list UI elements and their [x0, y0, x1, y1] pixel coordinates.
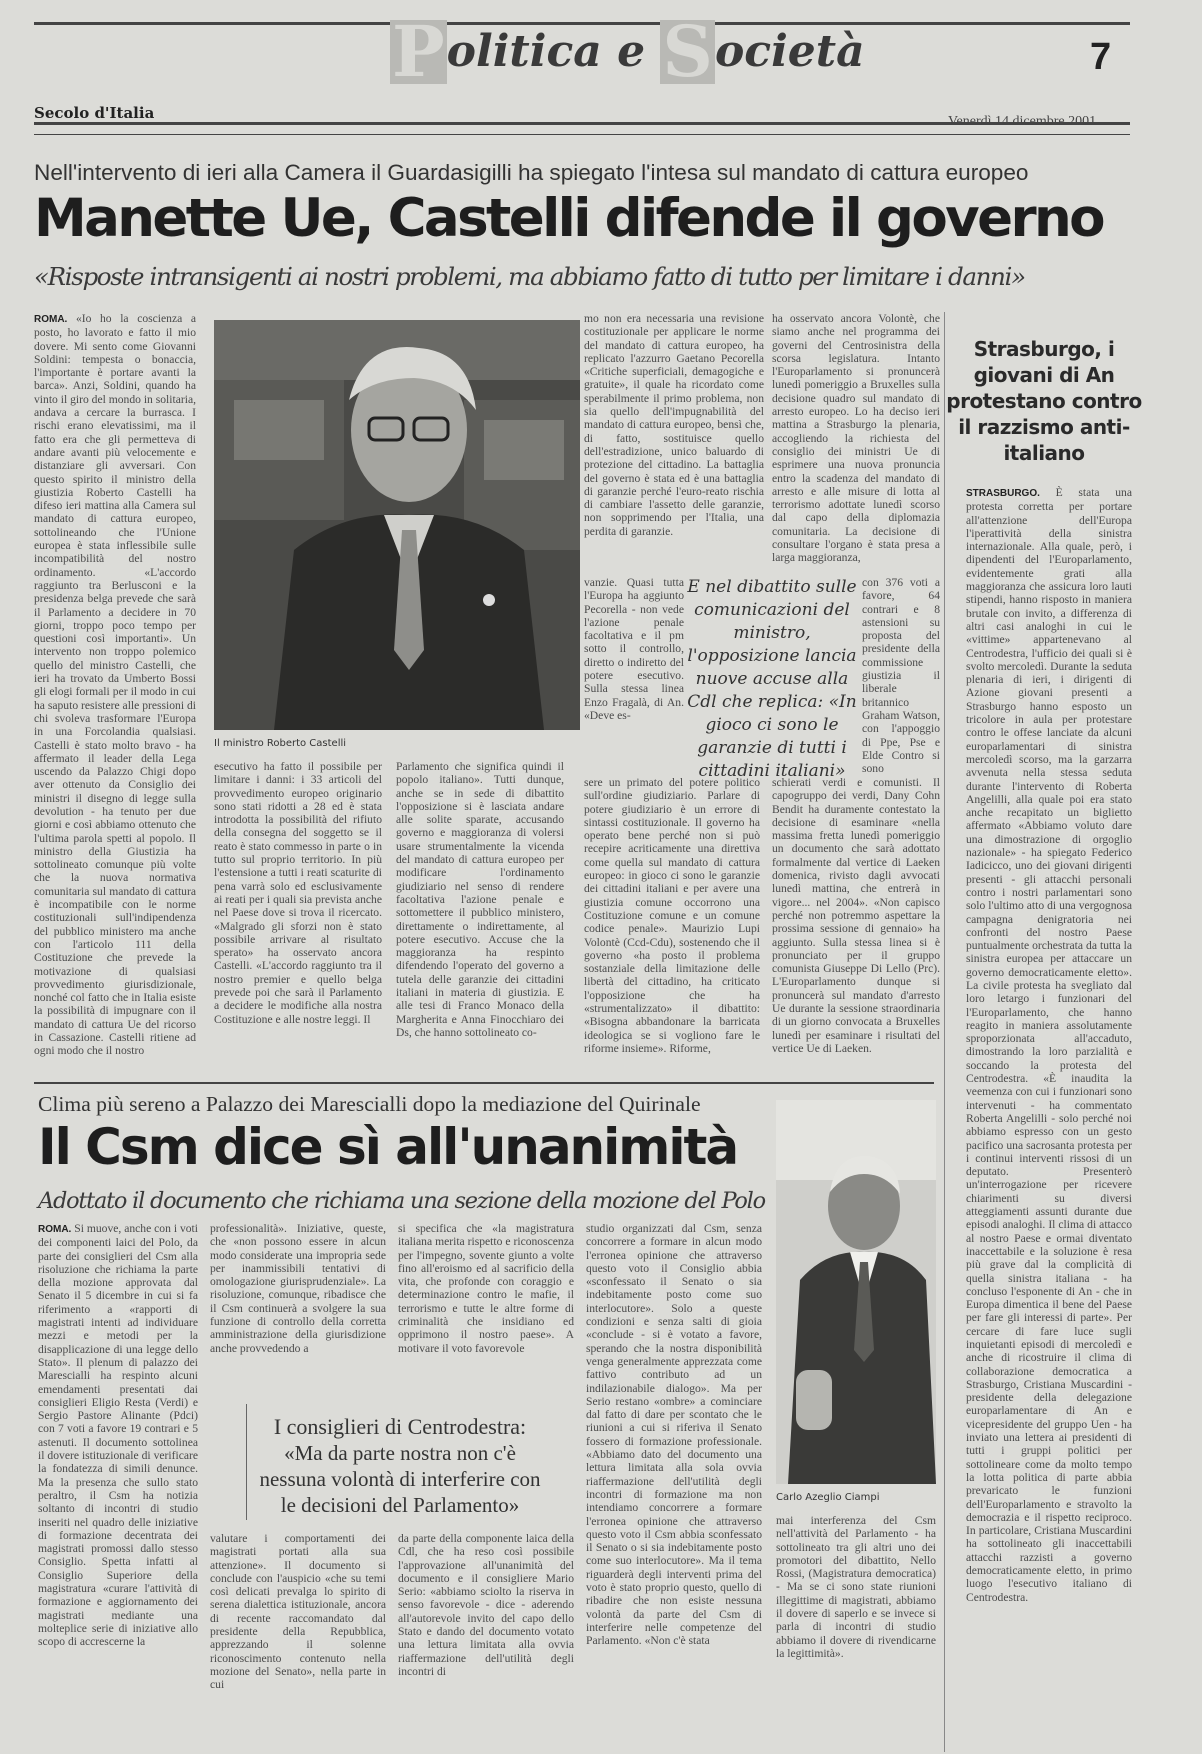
header-rule-thin — [34, 134, 1130, 135]
issue-date: Venerdì 14 dicembre 2001 — [948, 114, 1097, 129]
article2-column-2-top: professionalità». Iniziative, queste, che «non possono essere in alcun modo considerate una impropria sede per inammissibili tentativi di omologazione giurisprudenziale». La risoluzione, comunque, ribadisce che il Csm continuerà a svolgere la sua funzione di controllo della corretta amministrazione della giurisdizione anche provvedendo a — [210, 1222, 386, 1355]
portrait-castelli — [214, 320, 580, 730]
article1-photo-caption: Il ministro Roberto Castelli — [214, 738, 347, 749]
article2-column-4: studio organizzati dal Csm, senza concorrere a formare in alcun modo l'erronea opinione che attraverso questo voto il Consiglio abbia «sconfessato il Senato o sia indebitamente posto come suo interlocutore». Solo a queste condizioni e senza salti di gioia «conclude - si è votato a favore, sperando che la nostra disponibilità venga generalmente apprezzata come fattivo contributo ad un indilazionabile dialogo». Ma per Serio restano «ombre» a cominciare dal fatto di dare per scontato che le riunioni a cui si riferiva il Senato fossero di formazione professionale. «Abbiamo dato del documento una lettura limitata alla sola ovvia riaffermazione dell'utilità degli incontri di formazione ma non intendiamo concorrere a formare l'erronea opinione che attraverso questo voto il Csm abbia sconfessato il Senato o si sia indebitamente posto come suo interlocutore». Ma il tema riguarderà degli interventi prima del voto è stato proprio questo, quello di ribadire che non esiste nessuna volontà da parte del Csm di interferire nelle competenze del Parlamento. «Non c'è stata — [586, 1222, 762, 1648]
article1-column-3-mid: con 376 voti a favore, 64 contrari e 8 astensioni su proposta del presidente della commissione giustizia il liberale britannico Graham Watson, con l'appoggio di Ppe, Pse e Elde Contro si sono — [862, 576, 940, 776]
article1-column-3-bottom: Parlamento che significa quindi il popolo italiano». Tutti dunque, anche se in sede di dibattito l'opposizione si è lasciata andare alle solite sparate, accusando governo e maggioranza di volersi usare strumentalmente la vicenda del mandato di cattura europeo per modificare l'ordinamento giudiziario nel senso di rendere facoltativa l'azione penale e sottomettere il pubblico ministero, direttamente o indirettamente, al potere esecutivo. Accuse che la maggioranza ha respinto difendendo l'operato del governo a tutela delle garanzie dei cittadini italiani in materia di giustizia. E alle tesi di Franco Monaco della Margherita e Anna Finocchiaro dei Ds, che hanno sottolineato co- — [396, 760, 564, 1039]
article1-photo — [214, 320, 580, 730]
article1-column-3-top: ha osservato ancora Volontè, che siamo anche nel programma dei governi del Centrosinistra della scorsa legislatura. Intanto l'Europarlamento si pronuncerà lunedì pomeriggio a Bruxelles sulla decisione quadro sul mandato di arresto europeo. Lo ha deciso ieri mattina a Strasburgo la plenaria, accogliendo la richiesta del consiglio dei ministri Ue di esprimere una nuova pronuncia entro la scadenza del mandato di arresto e alle misure di lotta al terrorismo adottate lunedì scorso dal capo della diplomazia comunitaria. La decisione di consultare l'organo è stata presa a larga maggioranza, — [772, 312, 940, 565]
article1-kicker: Nell'intervento di ieri alla Camera il Guardasigilli ha spiegato l'intesa sul mandato di cattura europeo — [34, 160, 1029, 185]
article2-column-3-top: si specifica che «la magistratura italiana merita rispetto e riconoscenza per l'impegno, sovente giunto a volte fino all'eroismo ed al sacrificio della vita, che profonde con coraggio e determinazione contro le mafie, il terrorismo e tutte le altre forme di criminalità che insidiano ed opprimono il nostro paese». A motivare il voto favorevole — [398, 1222, 574, 1355]
masthead: Secolo d'Italia — [34, 104, 155, 122]
article2-photo-caption: Carlo Azeglio Ciampi — [776, 1492, 880, 1503]
section-title: Politica e Società — [392, 10, 865, 93]
article1-column-2-mid: vanzie. Quasi tutta l'Europa ha aggiunto Pecorella - non vede l'azione penale facoltativa e il pm sotto il controllo, diretto o indiretto del potere esecutivo. Sulla stessa linea Enzo Fragalà, di An. «Deve es- — [584, 576, 684, 722]
page-number: 7 — [1090, 36, 1112, 78]
article1-column-5-bottom: schierati verdi e comunisti. Il capogruppo dei verdi, Dany Cohn Bendit ha duramente contestato la decisione di esaminare «nella massima fretta lunedì pomeriggio un documento che sarà adottato formalmente dal vertice di Laeken domenica, rivisto dagli avvocati lunedì mattina, che entrerà in vigore... nel 2004». «Non capisco perché non potremmo aspettare la prossima sessione di gennaio» ha aggiunto. Sulla stessa linea si è pronunciato per il gruppo comunista Giuseppe Di Lello (Prc). L'Europarlamento dunque si pronuncerà sul mandato d'arresto Ue durante la sessione straordinaria di un giorno convocata a Bruxelles lunedì per esaminare i risultati del vertice Ue di Laeken. — [772, 776, 940, 1055]
article2-subheading: I consiglieri di Centrodestra: «Ma da parte nostra non c'è nessuna volontà di interferire con le decisioni del Parlamento» — [250, 1400, 550, 1536]
article2-headline: Il Csm dice sì all'unanimità — [38, 1118, 738, 1176]
article1-column-4-bottom: sere un primato del potere politico sull'ordine giudiziario. Parlare di potere giudiziario è un errore di sintassi costituzionale. Il governo ha operato bene perché non si può recepire acriticamente una direttiva come quella sul mandato di cattura europeo: in gioco ci sono le garanzie dei cittadini italiani e per avere una giustizia comune occorrono una Costituzione comune e un comune codice penale». Maurizio Lupi Volontè (Ccd-Cdu), sostenendo che il governo «ha posto il problema sostanziale della limitazione delle libertà del cittadino, ha criticato l'opposizione che ha «strumentalizzato» il dibattito: «Bisogna abbandonare la barricata ideologica se si vogliono fare le riforme insieme». Riforme, — [584, 776, 760, 1055]
article2-deck: Adottato il documento che richiama una sezione della mozione del Polo — [38, 1188, 765, 1214]
article1-pull-quote: E nel dibattito sulle comunicazioni del ministro, l'opposizione lancia nuove accuse alla Cdl che replica: «In gioco ci sono le garanzie di tutti i cittadini italiani» — [687, 577, 857, 781]
portrait-ciampi — [776, 1100, 936, 1484]
article2-column-2-bottom: valutare i comportamenti dei magistrati portati alla sua attenzione». Il documento si conclude con l'auspicio «che su temi così delicati prevalga lo spirito di serena dialettica istituzionale, ancora di recente raccomandato dal presidente della Repubblica, apprezzando il solenne riconoscimento contenuto nella mozione del Senato», nella parte in cui — [210, 1532, 386, 1692]
article2-kicker: Clima più sereno a Palazzo dei Marescialli dopo la mediazione del Quirinale — [38, 1092, 701, 1116]
article1-column-2-top: mo non era necessaria una revisione costituzionale per applicare le norme del mandato di cattura europeo, ha replicato l'azzurro Gaetano Pecorella «Critiche superficiali, demagogiche e gratuite», il quale ha ricordato come sperabilmente il primo problema, non sia quello dell'impugnabilità del mandato di cattura europeo, bensì che, di fatto, sostituisce quello dell'estradizione, unico baluardo di protezione del cittadino. La battaglia del governo è stata ed è una battaglia di garanzie perché l'euro-reato rischia di cambiare l'assetto delle garanzie, non sopprimendo per l'Italia, una perdita di garanzie. — [584, 312, 764, 538]
subheading-left-rule — [246, 1404, 247, 1520]
article2-column-5-bottom: mai interferenza del Csm nell'attività del Parlamento - ha sottolineato tra gli altri uno dei promotori del dibattito, Nello Rossi, (Magistratura democratica) - Ma se ci sono state riunioni illegittime di magistrati, abbiamo il dovere di saperlo e se invece si parla di incontri di studio abbiamo il dovere di rivendicarne la legittimità». — [776, 1514, 936, 1660]
sidebar-column: STRASBURGO. È stata una protesta corretta per portare all'attenzione dell'Europa l'iperattività della sinistra internazionale. Alla quale, però, i dipendenti del l'Europarlamento, evidentemente grati alla maggioranza che assicura loro lauti stipendi, hanno risposto in maniera brutale con invito, a differenza di altri casi analoghi in cui le «vittime» appartenevano al Centrodestra, l'ufficio dei quali si è svolto mercoledì. Durante la seduta plenaria di ieri, i dirigenti di Azione giovani presenti a Strasburgo hanno esposto un tricolore in aula per protestare contro le offese lanciate da alcuni europarlamentari di sinistra mercoledì scorso, ma la garzarra avvenuta nella stessa seduta durante l'intervento di Roberta Angelilli, alla quale poi era stato anche recapitato un biglietto affermato «Abbiamo voluto dare una dimostrazione di orgoglio nazionale» - ha spiegato Federico Iadicicco, uno dei giovani dirigenti presenti - gli attacchi personali contro i nostri parlamentari sono solo l'ultimo atto di una vergognosa campagna denigratoria nei confronti del nostro Paese puntualmente orchestrata da tutta la sinistra europea per attaccare un governo democraticamente eletto». La civile protesta ha svegliato dal loro letargo i funzionari del l'Europarlamento, che hanno reagito in maniera assolutamente sproporzionata all'accaduto, dimostrando la loro parzialità e soccando la protesta del Centrodestra. «È inaudita la veemenza con cui i funzionari sono intervenuti - ha commentato Roberta Angelilli - solo perché noi abbiamo espresso con un gesto pacifico una sacrosanta protesta per i continui interventi rissosi di un deputato. Presenterò un'interrogazione per ricevere chiarimenti su diversi atteggiamenti assunti durante due episodi analoghi. Il clima di attacco al nostro Paese e ormai diventato inaccettabile e la soluzione è resa più grave dal la complicità di quella sinistra italiana - ha concluso l'esponente di An - che in Europa dimentica il bene del Paese per fare gli interessi di parte». Per cercare di fare luce sugli inquietanti episodi di mercoledì e anche di ricostruire il clima di collaborazione democratica a Strasburgo, Cristiana Muscardini - presidente della delegazione europarlamentare di An e vicepresidente del gruppo Uen - ha inviato una lettera ai presidenti di tutti i gruppi politici per sottolineare come da molto tempo la lotta politica di parte abbia prevaricato le funzioni dell'Europarlamento e stravolto la democrazia e il rispetto reciproco. In particolare, Cristiana Muscardini ha sottolineato gli inaccettabili attacchi razzisti a governo democraticamente eletto, in primo luogo l'esecutivo italiano di Centrodestra. — [966, 486, 1132, 1604]
article1-column-1: ROMA. «Io ho la coscienza a posto, ho lavorato e fatto il mio dovere. Mi sento come Giovanni Soldini: tempesta o bonaccia, l'importante è portare avanti la barca». Anzi, Soldini, quando ha vinto il giro del mondo in solitaria, andava a cercare la burrasca. I rischi erano elevatissimi, ma il fatto era che gli permetteva di andare avanti più velocemente e distanziare gli avversari. Con questo spirito il ministro della giustizia Roberto Castelli ha difeso ieri mattina alla Camera sul mandato di cattura europeo, sottolineando che l'Unione europea è stata inflessibile sulle incompatibilità del nostro ordinamento. «L'accordo raggiunto tra Berlusconi e la presidenza belga prevede che sarà il Parlamento a decidere in 70 giorni, troppo poco tempo per questioni così importanti». Un intervento non troppo polemico quello del ministro Castelli, che ieri ha trovato da Umberto Bossi gli elogi formali per il modo in cui ha saputo resistere alle pressioni di chi svoleva trasformare l'Europa in una Forcolandia qualsiasi. Castelli è stato molto bravo - ha affermato il leader della Lega uscendo da Palazzo Chigi dopo aver ottenuto da Consiglio dei ministri il disegno di legge sulla devolution - ha tenuto per due giorni e così abbiamo ottenuto che l'ultima parola spetti al popolo. Il ministro della Giustizia ha sottolineato comunque più volte che la nuova normativa comunitaria sul mandato di cattura è incompatibile con le norme costituzionali sull'indipendenza del pubblico ministero ma anche con l'articolo 111 della Costituzione che prevede la motivazione di qualsiasi provvedimento giurisdizionale, nonché col fatto che in Italia esiste la possibilità di impugnare con il mandato di cattura Ue del ricorso in Cassazione. Castelli ritiene ad ogni modo che il nostro — [34, 312, 196, 1058]
article2-top-rule — [34, 1082, 934, 1084]
sidebar-title: Strasburgo, i giovani di An protestano contro il razzismo anti-italiano — [946, 337, 1142, 465]
sidebar-divider — [944, 312, 945, 1752]
article1-column-2-bottom: esecutivo ha fatto il possibile per limitare i danni: i 33 articoli del provvedimento europeo originario sono stati ridotti a 28 ed è stata introdotta la possibilità del rifiuto della consegna del soggetto se il reato è stato commesso in parte o in tutto sul proprio territorio. In più l'estensione a tutti i reati scaturite di pena varrà solo ed esclusivamente ai reati per i quali sia prevista anche nel Paese dove si trova il ricercato. «Malgrado gli sforzi non è stato possibile arrivare al risultato sperato» ha osservato ancora Castelli. «L'accordo raggiunto tra il nostro premier e quello belga prevede poi che sarà il Parlamento a decidere le modifiche alla nostra Costituzione e alle nostre leggi. Il — [214, 760, 382, 1026]
article1-deck: «Risposte intransigenti ai nostri problemi, ma abbiamo fatto di tutto per limitare i danni» — [34, 262, 1025, 291]
article2-photo — [776, 1100, 936, 1484]
article2-column-3-bottom: da parte della componente laica della Cdl, che ha reso così possibile l'approvazione all'unanimità del documento e il consigliere Mario Serio: «abbiamo sciolto la riserva in senso favorevole - dice - aderendo all'autorevole invito del capo dello Stato e dando del documento votato una lettura limitata alla ovvia riaffermazione dell'utilità degli incontri di — [398, 1532, 574, 1678]
article2-column-1: ROMA. Si muove, anche con i voti dei componenti laici del Polo, da parte dei consiglieri del Csm alla risoluzione che richiama la parte della mozione approvata dal Senato il 5 dicembre in cui si fa riferimento a «rapporti di magistrati intenti ad individuare mezzi e metodi per la disapplicazione di una legge dello Stato». Il plenum di palazzo dei Marescialli ha respinto alcuni emendamenti presentati dai consiglieri Eligio Resta (Verdi) e Sergio Pastore Alinante (Pdci) con 7 voti a favore 19 contrari e 5 astenuti. Il documento sottolinea il dovere istituzionale di verificare la fondatezza di simili denunce. Ma la presenza che sullo stato peraltro, il Csm ha notizia soltanto di incontri di studio inseriti nel quadro delle iniziative di formazione decentrata dei magistrati promossi dallo stesso Consiglio. Spetta infatti al Consiglio Superiore della magistratura «curare l'attività di formazione e aggiornamento dei magistrati mediante una molteplice serie di iniziative allo scopo di accrescerne la — [38, 1222, 198, 1649]
article1-headline: Manette Ue, Castelli difende il governo — [34, 188, 1103, 249]
